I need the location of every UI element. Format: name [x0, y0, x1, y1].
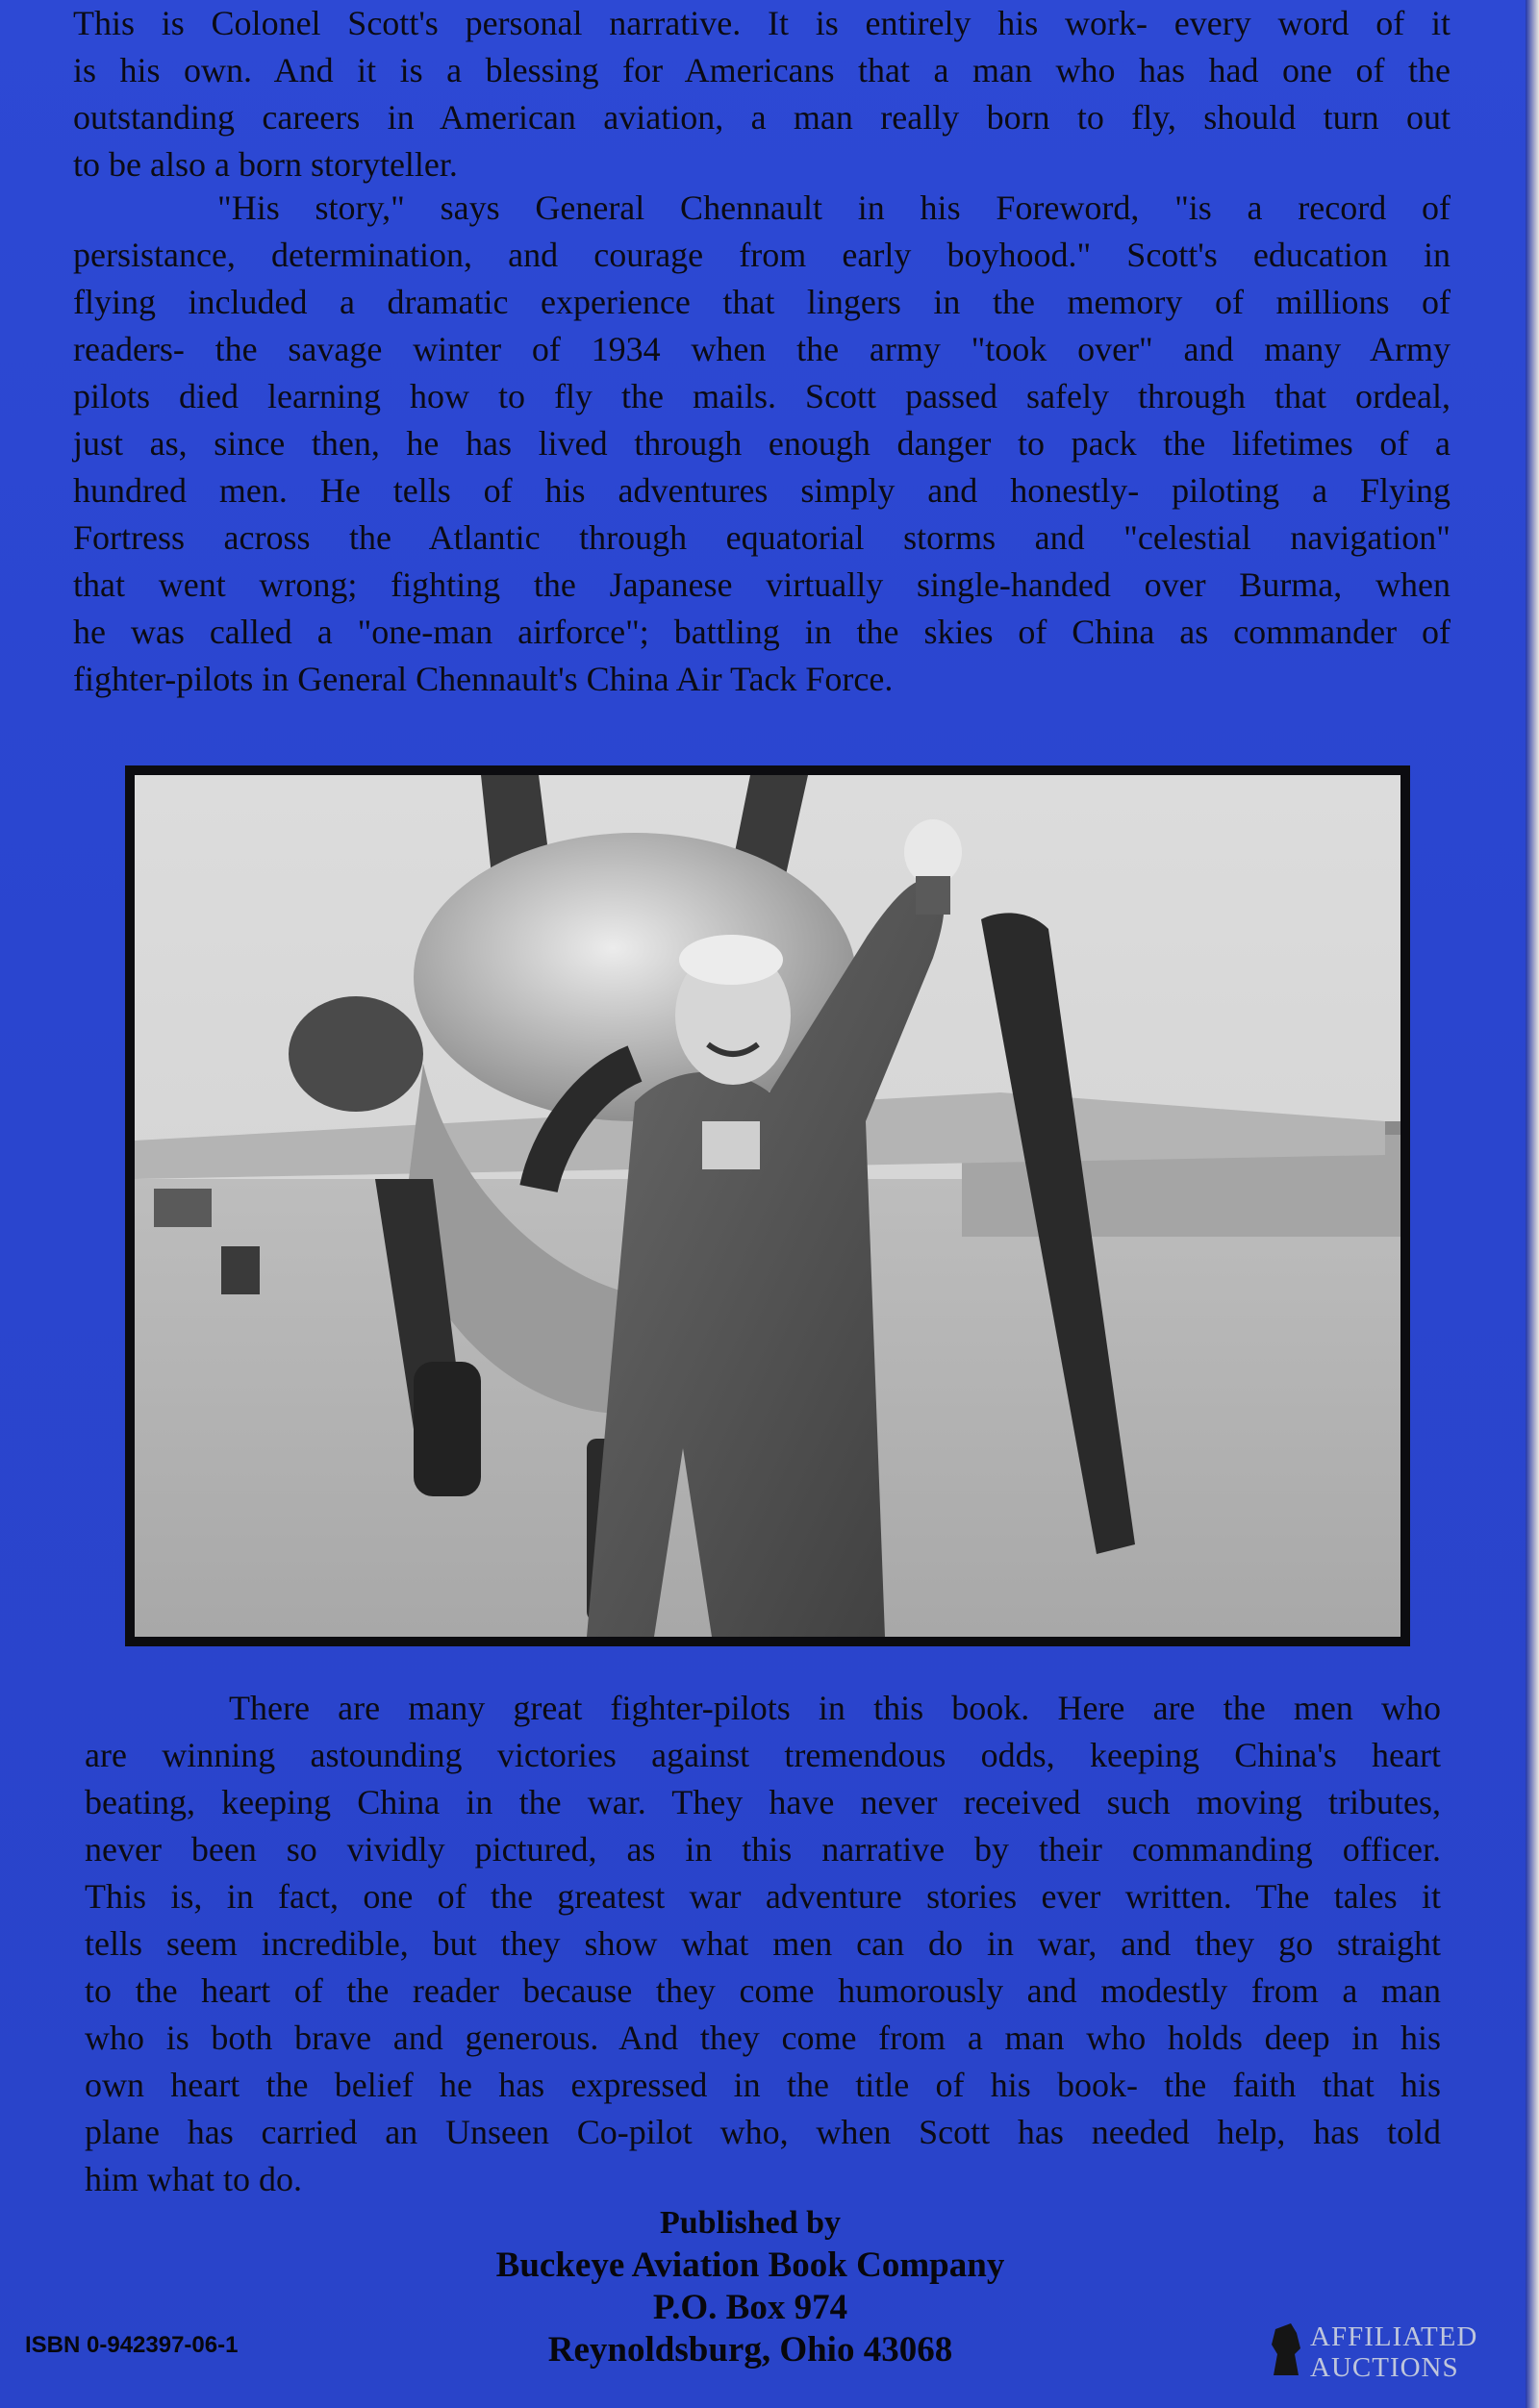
text-line: pilots died learning how to fly the mails. Scott passed safely through that ordeal,: [73, 377, 1451, 415]
text-line: he was called a "one-man airforce"; battling in the skies of China as commander of: [73, 613, 1451, 651]
photo-raised-fist: [904, 819, 962, 885]
text-line: who is both brave and generous. And they come from a man who holds deep in his: [85, 2019, 1441, 2057]
publisher-name: Buckeye Aviation Book Company: [495, 2245, 1005, 2285]
text-line: This is, in fact, one of the greatest war adventure stories ever written. The tales it: [85, 1877, 1441, 1916]
text-line: plane has carried an Unseen Co-pilot who, when Scott has needed help, has told: [85, 2113, 1441, 2151]
paragraph-intro: [73, 0, 1451, 188]
photo-patch: [702, 1121, 760, 1169]
text-line: to the heart of the reader because they come humorously and modestly from a man: [85, 1971, 1441, 2010]
photo-tree: [289, 996, 423, 1112]
publisher-city: Reynoldsburg, Ohio 43068: [547, 2330, 953, 2370]
paragraph-foreword: [73, 185, 1451, 703]
text-line: never been so vividly pictured, as in this narrative by their commanding officer.: [85, 1830, 1441, 1869]
text-line: are winning astounding victories against tremendous odds, keeping China's heart: [85, 1736, 1441, 1774]
text-line: is his own. And it is a blessing for Americans that a man who has had one of the: [73, 51, 1451, 89]
watermark: [1268, 2314, 1533, 2391]
text-line: "His story," says General Chennault in his Foreword, "is a record of: [217, 188, 1451, 227]
text-line: There are many great fighter-pilots in this book. Here are the men who: [229, 1689, 1441, 1727]
text-line: to be also a born storyteller.: [73, 145, 458, 184]
text-line: beating, keeping China in the war. They have never received such moving tributes,: [85, 1783, 1441, 1821]
text-line: persistance, determination, and courage from early boyhood." Scott's education in: [73, 236, 1451, 274]
cover-edge: [1526, 0, 1539, 2408]
text-line: own heart the belief he has expressed in the title of his book- the faith that his: [85, 2066, 1441, 2104]
watermark-line: AFFILIATED: [1310, 2321, 1478, 2352]
text-line: him what to do.: [85, 2160, 302, 2198]
text-line: hundred men. He tells of his adventures simply and honestly- piloting a Flying: [73, 471, 1451, 510]
text-line: Fortress across the Atlantic through equatorial storms and "celestial navigation": [73, 518, 1451, 557]
publisher-po-box: P.O. Box 974: [652, 2288, 848, 2327]
text-line: outstanding careers in American aviation, a man really born to fly, should turn out: [73, 98, 1451, 137]
watermark-logo-icon: [1268, 2320, 1306, 2381]
paragraph-fighter-pilots: [85, 1685, 1441, 2203]
text-line: tells seem incredible, but they show what men can do in war, and they go straight: [85, 1924, 1441, 1963]
text-line: This is Colonel Scott's personal narrative. It is entirely his work- every word of it: [73, 4, 1451, 42]
text-line: flying included a dramatic experience that lingers in the memory of millions of: [73, 283, 1451, 321]
text-line: fighter-pilots in General Chennault's China Air Tack Force.: [73, 660, 894, 698]
text-line: readers- the savage winter of 1934 when the army "took over" and many Army: [73, 330, 1451, 368]
published-by: Published by: [659, 2205, 842, 2241]
photo-pilot-with-jet: [135, 775, 1400, 1637]
publisher-block: [385, 2202, 1116, 2371]
text-line: that went wrong; fighting the Japanese virtually single-handed over Burma, when: [73, 565, 1451, 604]
watermark-line: AUCTIONS: [1310, 2352, 1459, 2383]
isbn-number: ISBN 0-942397-06-1: [25, 2332, 239, 2358]
text-line: just as, since then, he has lived through enough danger to pack the lifetimes of a: [73, 424, 1451, 463]
